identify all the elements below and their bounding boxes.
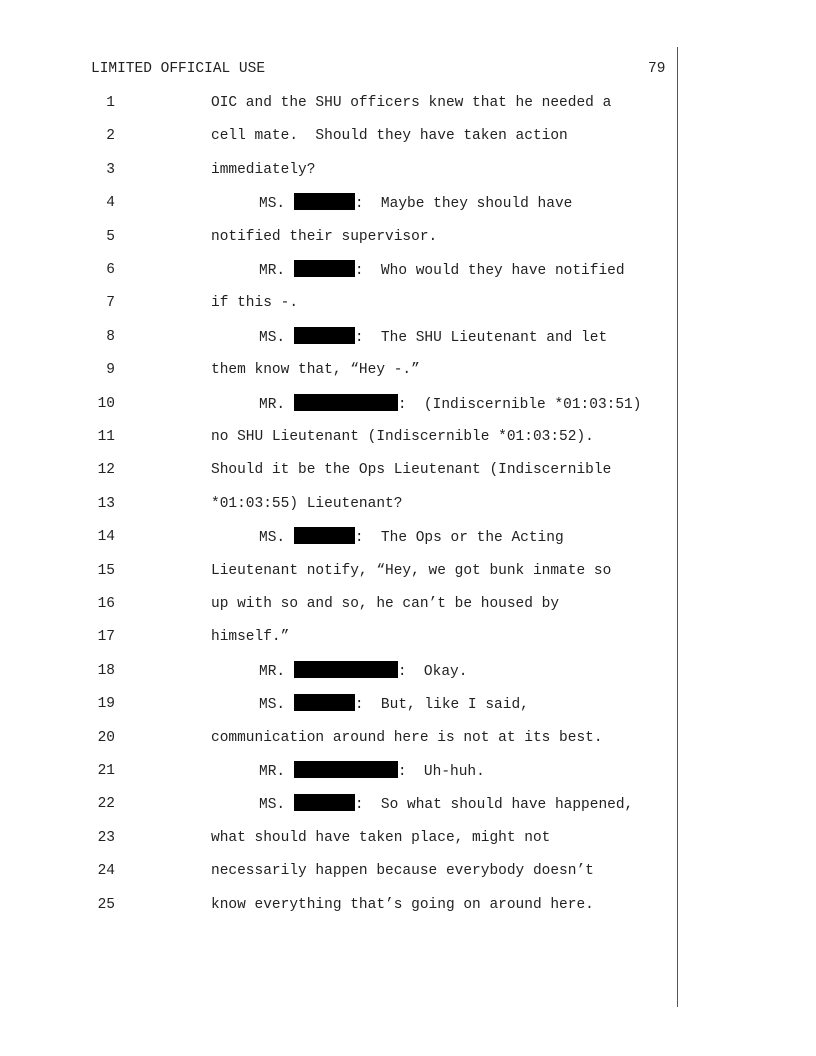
line-text: *01:03:55) Lieutenant? bbox=[211, 495, 403, 512]
transcript-line bbox=[0, 494, 816, 514]
line-number: 17 bbox=[97, 629, 115, 646]
line-number: 5 bbox=[106, 228, 115, 245]
speaker-title: MR. bbox=[259, 396, 294, 413]
redaction-box bbox=[294, 327, 355, 344]
line-number: 3 bbox=[106, 161, 115, 178]
line-text: : Who would they have notified bbox=[354, 263, 625, 279]
speaker-line bbox=[259, 260, 625, 281]
line-number: 20 bbox=[97, 729, 115, 746]
speaker-line bbox=[259, 193, 572, 214]
speaker-line bbox=[259, 694, 529, 715]
line-text: no SHU Lieutenant (Indiscernible *01:03:52). bbox=[211, 429, 594, 445]
line-text: : But, like I said, bbox=[354, 697, 529, 714]
line-number: 6 bbox=[106, 262, 115, 278]
line-number: 11 bbox=[97, 429, 115, 445]
redaction-box bbox=[294, 394, 398, 411]
line-number: 2 bbox=[106, 128, 115, 145]
line-number: 8 bbox=[106, 328, 115, 345]
line-number: 4 bbox=[106, 195, 115, 212]
transcript-line bbox=[0, 360, 816, 380]
transcript-line bbox=[0, 627, 816, 647]
transcript-line bbox=[0, 193, 816, 213]
line-number: 14 bbox=[97, 529, 115, 546]
line-number: 9 bbox=[106, 362, 115, 379]
transcript-line bbox=[0, 227, 816, 247]
line-text: communication around here is not at its best. bbox=[211, 729, 603, 746]
speaker-line bbox=[259, 394, 641, 415]
transcript-line bbox=[0, 460, 816, 480]
transcript-line bbox=[0, 260, 816, 280]
transcript-line bbox=[0, 694, 816, 714]
line-number: 1 bbox=[106, 95, 115, 111]
line-number: 23 bbox=[97, 829, 115, 846]
line-text: : The SHU Lieutenant and let bbox=[354, 329, 608, 346]
redaction-box bbox=[294, 527, 355, 544]
header-classification: LIMITED OFFICIAL USE bbox=[91, 61, 266, 77]
line-number: 10 bbox=[97, 395, 115, 412]
transcript-line bbox=[0, 761, 816, 781]
line-text: OIC and the SHU officers knew that he needed a bbox=[211, 95, 612, 111]
transcript-line bbox=[0, 561, 816, 581]
redaction-box bbox=[294, 694, 355, 711]
transcript-line bbox=[0, 794, 816, 814]
line-text: them know that, “Hey -.” bbox=[211, 362, 420, 379]
line-number: 22 bbox=[97, 796, 115, 813]
line-number: 16 bbox=[97, 596, 115, 612]
line-text: himself.” bbox=[211, 629, 290, 646]
speaker-title: MS. bbox=[259, 329, 294, 346]
speaker-line bbox=[259, 761, 485, 782]
transcript-line bbox=[0, 126, 816, 146]
redaction-box bbox=[294, 794, 355, 811]
transcript-line bbox=[0, 828, 816, 848]
speaker-title: MS. bbox=[259, 697, 294, 714]
line-text: Should it be the Ops Lieutenant (Indiscernible bbox=[211, 462, 612, 479]
line-text: : The Ops or the Acting bbox=[354, 530, 564, 547]
line-text: : Uh-huh. bbox=[397, 764, 485, 780]
line-text: know everything that’s going on around here. bbox=[211, 896, 594, 913]
line-text: Lieutenant notify, “Hey, we got bunk inmate so bbox=[211, 562, 612, 579]
line-text: : Okay. bbox=[397, 663, 468, 680]
line-number: 15 bbox=[97, 562, 115, 579]
speaker-line bbox=[259, 327, 607, 348]
transcript-line bbox=[0, 661, 816, 681]
speaker-line bbox=[259, 661, 467, 682]
transcript-line bbox=[0, 895, 816, 915]
line-number: 25 bbox=[97, 896, 115, 913]
redaction-box bbox=[294, 193, 355, 210]
speaker-line bbox=[259, 527, 564, 548]
line-number: 7 bbox=[106, 295, 115, 312]
speaker-title: MR. bbox=[259, 263, 294, 279]
speaker-title: MR. bbox=[259, 663, 294, 680]
speaker-title: MS. bbox=[259, 530, 294, 547]
line-text: : So what should have happened, bbox=[354, 797, 634, 814]
line-number: 13 bbox=[97, 495, 115, 512]
transcript-line bbox=[0, 861, 816, 881]
transcript-line bbox=[0, 160, 816, 180]
transcript-line bbox=[0, 394, 816, 414]
transcript-line bbox=[0, 728, 816, 748]
line-text: immediately? bbox=[211, 161, 316, 178]
line-number: 19 bbox=[97, 696, 115, 713]
line-number: 18 bbox=[97, 662, 115, 679]
line-text: up with so and so, he can’t be housed by bbox=[211, 596, 560, 612]
line-text: notified their supervisor. bbox=[211, 228, 438, 245]
speaker-title: MS. bbox=[259, 797, 294, 814]
line-text: : Maybe they should have bbox=[354, 196, 573, 213]
line-text: necessarily happen because everybody doesn’t bbox=[211, 863, 594, 880]
page-number: 79 bbox=[648, 61, 666, 77]
transcript-line bbox=[0, 427, 816, 447]
transcript-line bbox=[0, 93, 816, 113]
transcript-line bbox=[0, 293, 816, 313]
transcript-line bbox=[0, 327, 816, 347]
line-number: 12 bbox=[97, 462, 115, 479]
transcript-line bbox=[0, 527, 816, 547]
redaction-box bbox=[294, 260, 355, 277]
line-text: if this -. bbox=[211, 295, 299, 312]
line-number: 21 bbox=[97, 763, 115, 779]
line-number: 24 bbox=[97, 863, 115, 880]
speaker-line bbox=[259, 794, 633, 815]
redaction-box bbox=[294, 661, 398, 678]
line-text: what should have taken place, might not bbox=[211, 829, 551, 846]
line-text: : (Indiscernible *01:03:51) bbox=[397, 396, 642, 413]
redaction-box bbox=[294, 761, 398, 778]
speaker-title: MS. bbox=[259, 196, 294, 213]
transcript-line bbox=[0, 594, 816, 614]
line-text: cell mate. Should they have taken action bbox=[211, 128, 568, 145]
speaker-title: MR. bbox=[259, 764, 294, 780]
